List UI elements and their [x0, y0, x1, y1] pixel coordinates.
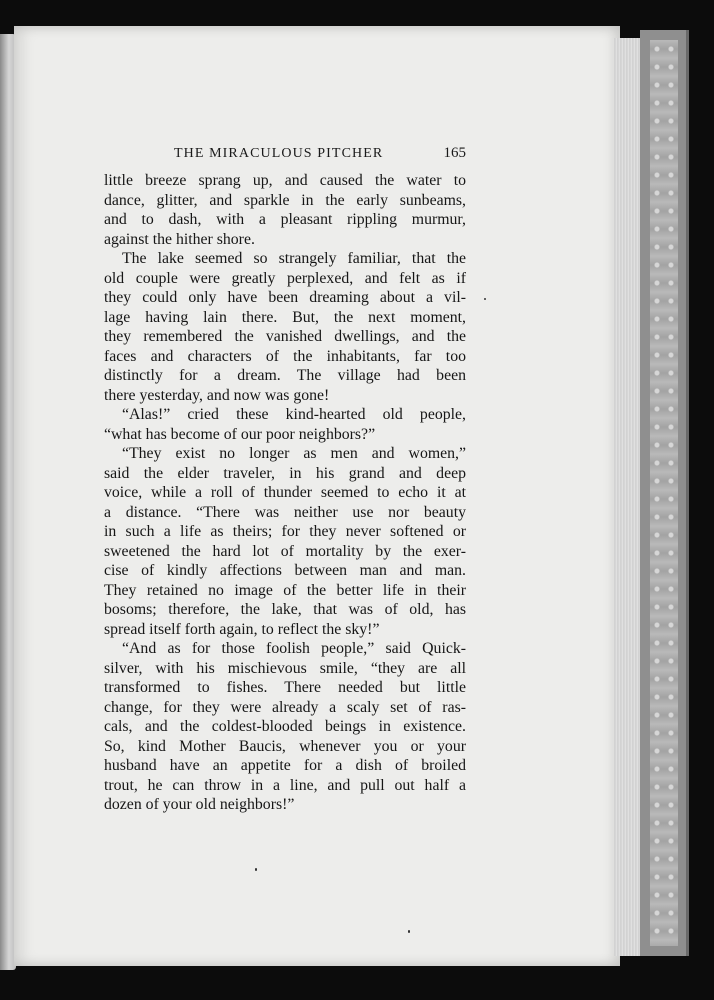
text-line: a distance. “There was neither use nor beauty — [104, 503, 466, 521]
text-line: They retained no image of the better life in their — [104, 581, 466, 599]
running-head — [104, 142, 466, 168]
text-line: spread itself forth again, to reflect the sky!” — [104, 620, 380, 638]
text-line: there yesterday, and now was gone! — [104, 386, 330, 404]
text-line: old couple were greatly perplexed, and felt as if — [104, 269, 466, 287]
text-line: dance, glitter, and sparkle in the early sunbeams, — [104, 191, 466, 209]
text-line: they remembered the vanished dwellings, and the — [104, 328, 466, 345]
text-line: lage having lain there. But, the next moment, — [104, 308, 466, 326]
text-line: silver, with his mischievous smile, “they are all — [104, 659, 466, 677]
text-line: husband have an appetite for a dish of broiled — [104, 757, 466, 774]
page-fore-edge — [614, 38, 642, 956]
text-line: against the hither shore. — [104, 230, 255, 248]
text-line: they could only have been dreaming about a vil- — [104, 289, 466, 306]
paragraph-start-line: “And as for those foolish people,” said Quick- — [122, 640, 466, 657]
text-line: sweetened the hard lot of mortality by the exer- — [104, 542, 466, 560]
paper-speck — [484, 298, 486, 300]
text-line: trout, he can throw in a line, and pull out half a — [104, 776, 466, 794]
text-line: and to dash, with a pleasant rippling murmur, — [104, 211, 466, 228]
text-line: “what has become of our poor neighbors?” — [104, 425, 376, 443]
cover-decorative-pattern — [650, 40, 678, 946]
paragraph-start-line: “Alas!” cried these kind-hearted old people, — [122, 406, 466, 423]
text-line: distinctly for a dream. The village had been — [104, 367, 466, 384]
text-line: faces and characters of the inhabitants, far too — [104, 347, 466, 365]
paragraph-start-line: “They exist no longer as men and women,” — [122, 445, 466, 462]
text-line: cals, and the coldest-blooded beings in existence. — [104, 718, 466, 735]
text-line: in such a life as theirs; for they never softened or — [104, 523, 466, 540]
page-number: 165 — [443, 145, 466, 161]
text-line: change, for they were already a scaly set of ras- — [104, 698, 466, 716]
text-line: little breeze sprang up, and caused the water to — [104, 172, 466, 189]
text-line: cise of kindly affections between man and man. — [104, 562, 466, 579]
paper-speck — [255, 868, 257, 871]
text-line: So, kind Mother Baucis, whenever you or your — [104, 737, 466, 755]
paper-speck — [408, 930, 410, 933]
paragraph-start-line: The lake seemed so strangely familiar, that the — [122, 250, 466, 267]
text-line: dozen of your old neighbors!” — [104, 796, 295, 813]
text-line: transformed to fishes. There needed but little — [104, 679, 466, 696]
body-text — [104, 171, 466, 815]
running-title: THE MIRACULOUS PITCHER — [174, 146, 384, 161]
text-line: bosoms; therefore, the lake, that was of old, has — [104, 601, 466, 618]
text-line: said the elder traveler, in his grand and deep — [104, 464, 466, 482]
text-line: voice, while a roll of thunder seemed to echo it at — [104, 484, 466, 501]
